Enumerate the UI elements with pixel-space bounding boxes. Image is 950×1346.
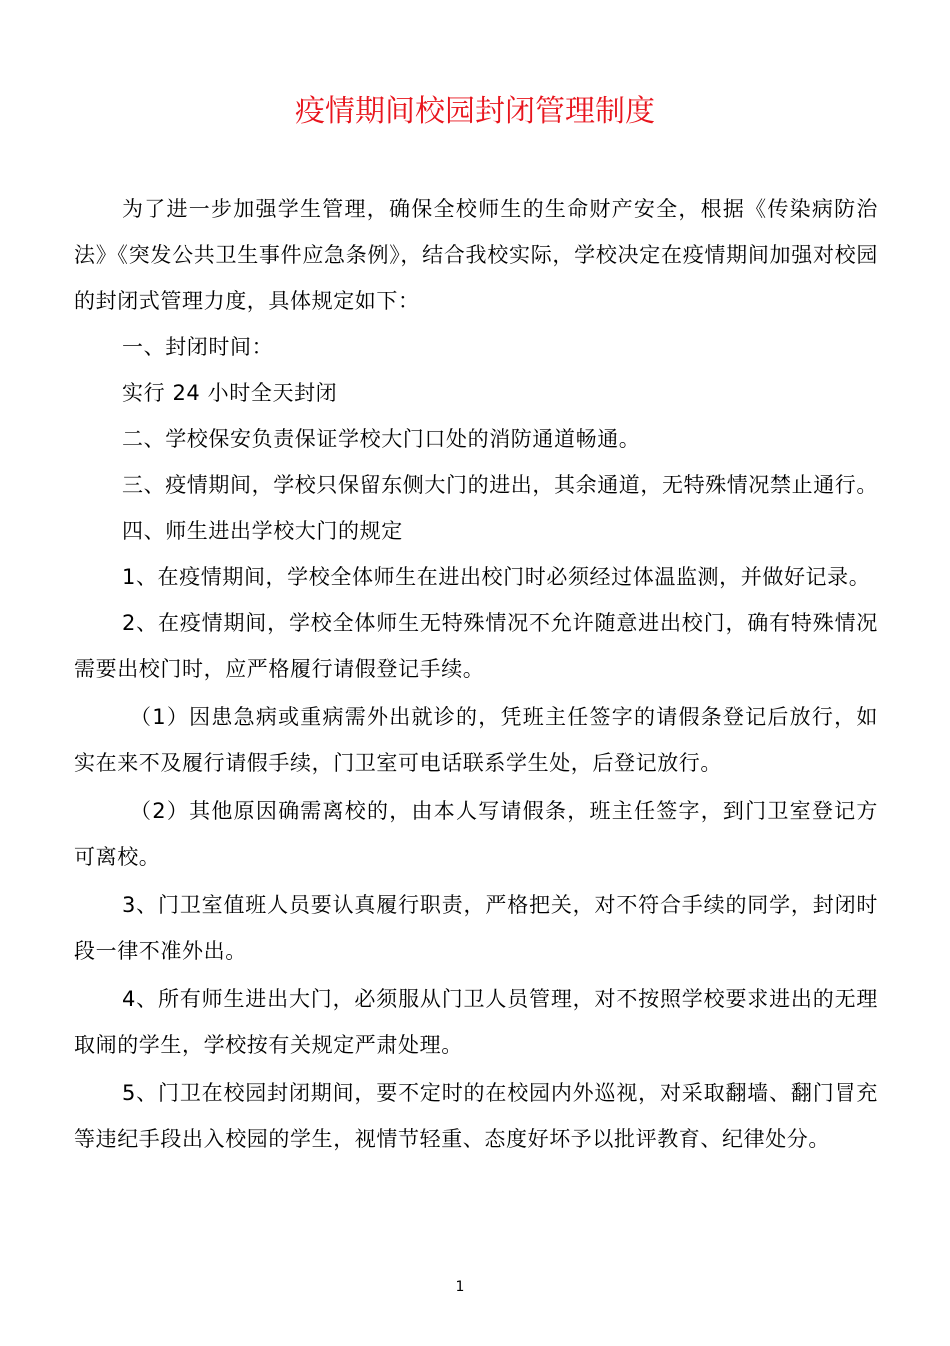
rule-item-1: 1、在疫情期间，学校全体师生在进出校门时必须经过体温监测，并做好记录。 bbox=[122, 565, 871, 589]
section-heading-1: 一、封闭时间： bbox=[122, 335, 274, 359]
paragraph-intro: 为了进一步加强学生管理，确保全校师生的生命财产安全，根据《传染病防治法》《突发公共卫生事件应急条例》，结合我校实际，学校决定在疫情期间加强对校园的封闭式管理力度，具体规定如下： bbox=[74, 197, 878, 313]
rule-item-4: 4、所有师生进出大门，必须服从门卫人员管理，对不按照学校要求进出的无理取闹的学生，学校按有关规定严肃处理。 bbox=[74, 987, 878, 1057]
rule-item-2: 2、在疫情期间，学校全体师生无特殊情况不允许随意进出校门，确有特殊情况需要出校门时，应严格履行请假登记手续。 bbox=[74, 611, 878, 681]
page-number: 1 bbox=[455, 1279, 465, 1295]
rule-item-5: 5、门卫在校园封闭期间，要不定时的在校园内外巡视，对采取翻墙、翻门冒充等违纪手段出入校园的学生，视情节轻重、态度好坏予以批评教育、纪律处分。 bbox=[74, 1081, 878, 1151]
rule-item-3: 3、门卫室值班人员要认真履行职责，严格把关，对不符合手续的同学，封闭时段一律不准外出。 bbox=[74, 893, 878, 963]
rule-subitem-2: （2）其他原因确需离校的，由本人写请假条，班主任签字，到门卫室登记方可离校。 bbox=[74, 799, 878, 869]
document-body bbox=[74, 186, 878, 1162]
paragraph-closure-time: 实行 24 小时全天封闭 bbox=[122, 381, 338, 405]
section-heading-4: 四、师生进出学校大门的规定 bbox=[122, 519, 403, 543]
rule-subitem-1: （1）因患急病或重病需外出就诊的，凭班主任签字的请假条登记后放行，如实在来不及履行请假手续，门卫室可电话联系学生处，后登记放行。 bbox=[74, 705, 878, 775]
section-heading-2: 二、学校保安负责保证学校大门口处的消防通道畅通。 bbox=[122, 427, 641, 451]
document-title: 疫情期间校园封闭管理制度 bbox=[295, 94, 655, 129]
section-heading-3: 三、疫情期间，学校只保留东侧大门的进出，其余通道，无特殊情况禁止通行。 bbox=[122, 473, 878, 497]
